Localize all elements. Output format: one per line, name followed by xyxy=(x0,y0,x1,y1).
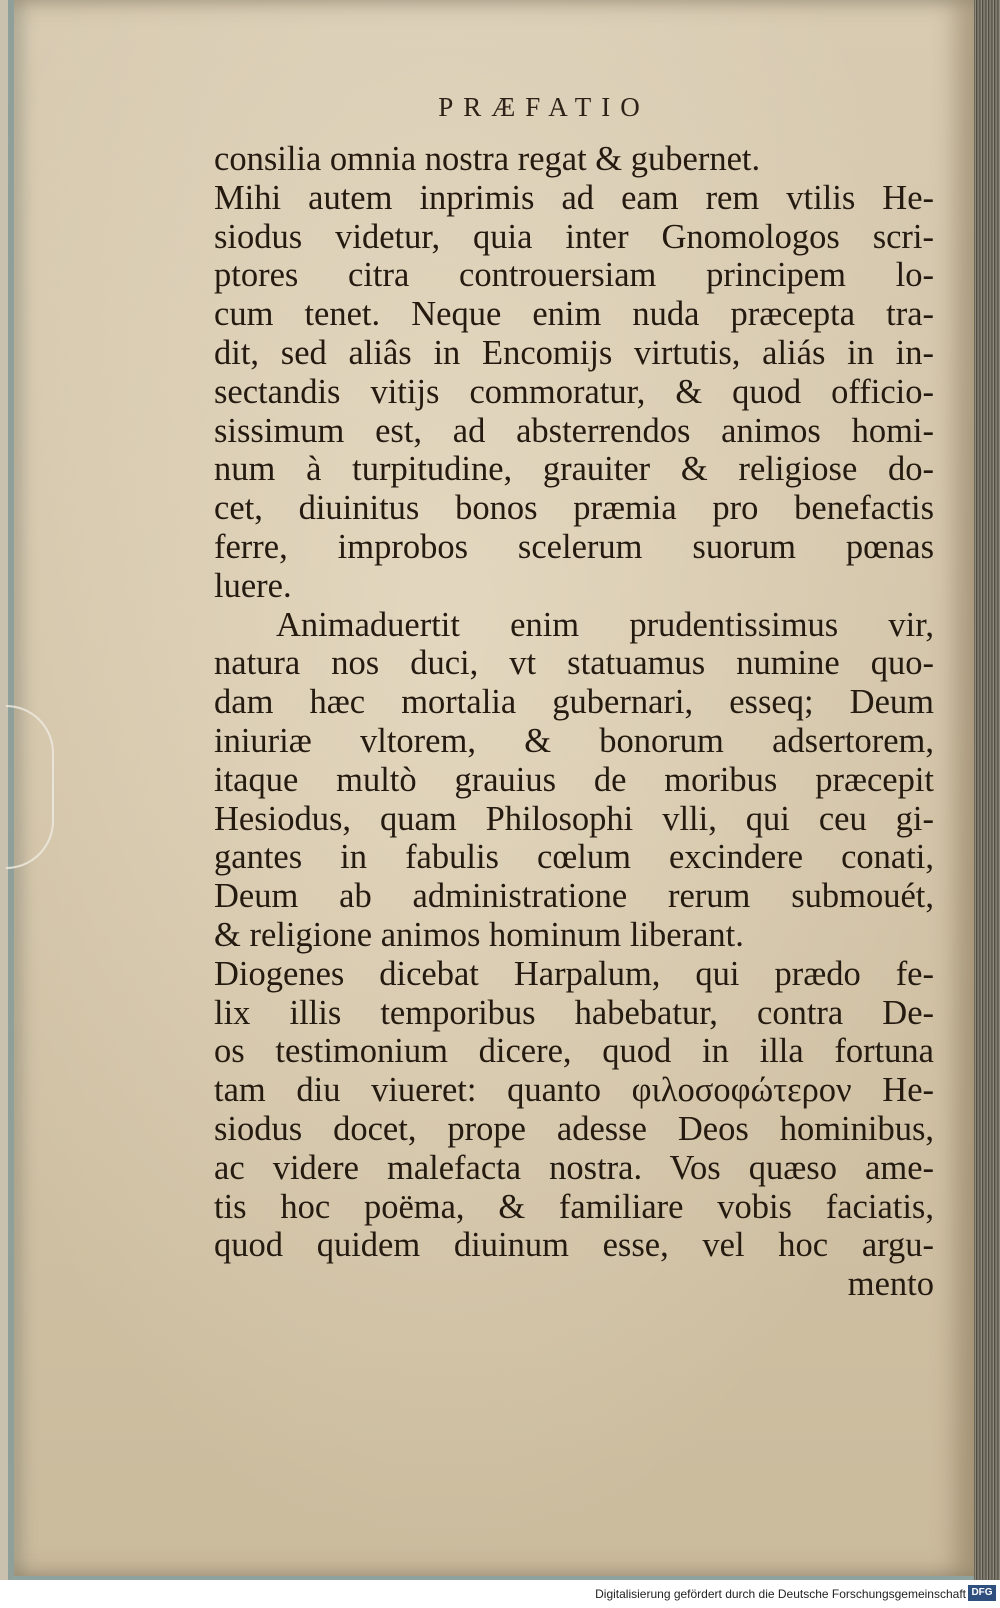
text-line: dam hæc mortalia gubernari, esseq; Deum xyxy=(214,683,934,722)
text-line: Hesiodus, quam Philosophi vlli, qui ceu gi- xyxy=(214,799,934,838)
text-line: sissimum est, ad absterrendos animos homi- xyxy=(214,411,934,450)
text-line: tam diu viueret: quanto φιλοσοφώτερον He- xyxy=(214,1071,934,1110)
text-line: siodus docet, prope adesse Deos hominibus, xyxy=(214,1109,934,1148)
text-line: ptores citra controuersiam principem lo- xyxy=(214,256,934,295)
text-line: iniuriæ vltorem, & bonorum adsertorem, xyxy=(214,721,934,760)
text-line: Diogenes dicebat Harpalum, qui prædo fe- xyxy=(214,954,934,993)
text-line: consilia omnia nostra regat & gubernet. xyxy=(214,140,761,178)
text-line: os testimonium dicere, quod in illa fortuna xyxy=(214,1032,934,1071)
text-line: gantes in fabulis cœlum excindere conati, xyxy=(214,838,934,877)
text-line: lix illis temporibus habebatur, contra De- xyxy=(214,993,934,1032)
text-line: tis hoc poëma, & familiare vobis faciatis, xyxy=(214,1187,934,1226)
text-line: Animaduertit enim prudentissimus vir, xyxy=(276,605,934,644)
body-text xyxy=(214,140,934,1304)
text-line: quod quidem diuinum esse, vel hoc argu- xyxy=(214,1226,934,1265)
text-line: ac videre malefacta nostra. Vos quæso ame- xyxy=(214,1148,934,1187)
text-line: itaque multò grauius de moribus præcepit xyxy=(214,760,934,799)
text-line: luere. xyxy=(214,566,292,605)
dfg-logo: DFG xyxy=(968,1585,996,1601)
running-head: PRÆFATIO xyxy=(438,92,650,122)
text-line: & religione animos hominum liberant. xyxy=(214,915,744,954)
text-line: Deum ab administratione rerum submouét, xyxy=(214,877,934,916)
text-line: cet, diuinitus bonos præmia pro benefactis xyxy=(214,489,934,528)
book-page xyxy=(8,0,974,1582)
footer-credit: Digitalisierung gefördert durch die Deutsche Forschungsgemeinschaft xyxy=(595,1587,966,1601)
text-line: siodus videtur, quia inter Gnomologos scri- xyxy=(214,217,934,256)
text-line: ferre, improbos scelerum suorum pœnas xyxy=(214,527,934,566)
text-line: cum tenet. Neque enim nuda præcepta tra- xyxy=(214,295,934,334)
text-line: Mihi autem inprimis ad eam rem vtilis He- xyxy=(214,178,934,217)
catchword: mento xyxy=(847,1265,934,1304)
text-line: dit, sed aliâs in Encomijs virtutis, aliás in in- xyxy=(214,333,934,372)
text-line: sectandis vitijs commoratur, & quod officio- xyxy=(214,372,934,411)
binding-thread xyxy=(6,705,54,869)
text-line: num à turpitudine, grauiter & religiose do- xyxy=(214,450,934,489)
text-line: natura nos duci, vt statuamus numine quo- xyxy=(214,644,934,683)
